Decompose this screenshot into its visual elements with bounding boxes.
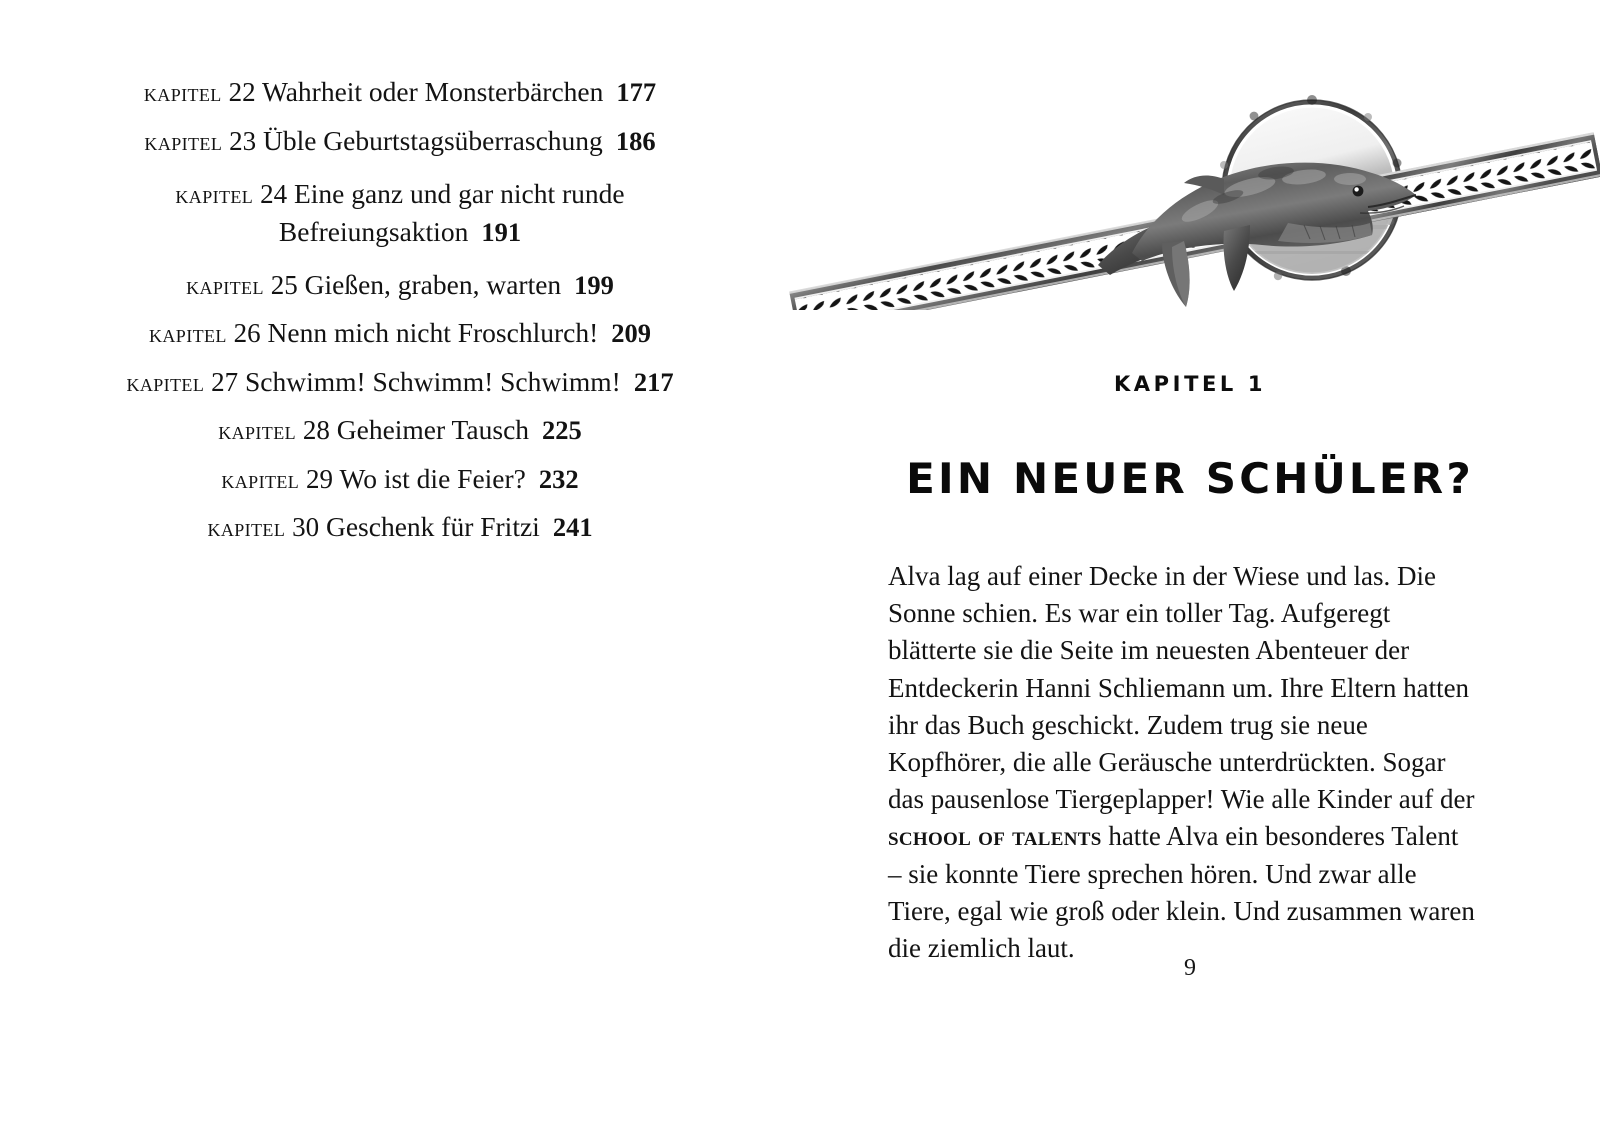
toc-entry-kapitel-label: kapitel xyxy=(207,515,286,543)
toc-entry-page-number: 177 xyxy=(616,77,657,107)
toc-entry-chapter-number: 28 xyxy=(302,415,330,446)
table-of-contents xyxy=(95,78,705,562)
body-paragraph xyxy=(888,558,1478,967)
toc-entry[interactable] xyxy=(95,175,705,250)
toc-entry-title: Nenn mich nicht Froschlurch! xyxy=(267,317,599,349)
toc-entry[interactable] xyxy=(95,365,705,397)
toc-entry-page-number: 232 xyxy=(538,463,579,494)
toc-entry-chapter-number: 30 xyxy=(292,512,320,543)
body-text-part2: hatte Alva ein besonderes Talent – sie konnte Tiere sprechen hören. Und zwar alle Tiere, egal wie groß oder klein. Und zusammen waren die ziemlich laut. xyxy=(888,821,1475,964)
toc-entry-chapter-number: 22 xyxy=(228,77,256,107)
chapter-title: EIN NEUER SCHÜLER? xyxy=(906,454,1474,504)
toc-entry-chapter-number: 24 xyxy=(260,179,288,209)
whale-illustration xyxy=(1098,163,1416,307)
toc-entry-page-number: 225 xyxy=(542,415,582,446)
toc-entry-kapitel-label: kapitel xyxy=(143,80,222,107)
toc-entry-chapter-number: 23 xyxy=(229,125,257,156)
toc-entry[interactable] xyxy=(95,462,705,494)
toc-entry-title: Üble Geburtstagsüberraschung xyxy=(262,124,603,156)
toc-entry-page-number: 209 xyxy=(611,318,651,349)
page-number: 9 xyxy=(1184,955,1196,981)
toc-entry-kapitel-label: kapitel xyxy=(149,321,227,349)
toc-entry-page-number: 186 xyxy=(615,125,656,156)
toc-entry-kapitel-label: kapitel xyxy=(126,369,205,397)
toc-entry-page-number: 241 xyxy=(552,512,593,543)
toc-entry-chapter-number: 25 xyxy=(270,269,298,300)
toc-entry-kapitel-label: kapitel xyxy=(144,128,223,156)
whale-medallion-ornament-icon xyxy=(780,95,1600,310)
toc-entry-title: Gießen, graben, warten xyxy=(304,268,562,300)
toc-entry[interactable] xyxy=(95,513,705,541)
toc-entry-kapitel-label: kapitel xyxy=(186,272,264,300)
toc-entry-title: Schwimm! Schwimm! Schwimm! xyxy=(244,365,621,397)
toc-entry[interactable] xyxy=(95,416,705,444)
toc-entry-chapter-number: 29 xyxy=(306,463,334,494)
toc-entry-title: Geheimer Tausch xyxy=(336,414,530,446)
toc-entry-page-number: 191 xyxy=(481,217,522,247)
chapter-body-text xyxy=(888,558,1478,967)
toc-entry[interactable] xyxy=(95,78,705,106)
toc-entry[interactable] xyxy=(95,124,705,156)
toc-entry-page-number: 217 xyxy=(633,366,674,397)
toc-entry-kapitel-label: kapitel xyxy=(221,466,300,494)
toc-entry-title: Geschenk für Fritzi xyxy=(325,511,540,543)
toc-entry-title: Eine ganz und gar nicht runde Befreiungsaktion xyxy=(278,178,625,247)
chapter-eyebrow: KAPITEL 1 xyxy=(1113,372,1267,396)
body-text-part1: Alva lag auf einer Decke in der Wiese und las. Die Sonne schien. Es war ein toller Tag. Aufgeregt blätterte sie die Seite im neuesten Abenteuer der Entdeckerin Hanni Schliemann um. Ihre Eltern hatten ihr das Buch geschickt. Zudem trug sie neue Kopfhörer, die alle Geräusche unterdrückten. Sogar das pausenlose Tiergeplapper! Wie alle Kinder auf der xyxy=(888,561,1475,815)
toc-entry-chapter-number: 27 xyxy=(211,366,239,397)
chapter-opening-page xyxy=(780,0,1600,1130)
toc-entry[interactable] xyxy=(95,319,705,347)
toc-entry-page-number: 199 xyxy=(574,269,614,300)
toc-entry-chapter-number: 26 xyxy=(233,318,261,349)
toc-entry-title: Wahrheit oder Monsterbärchen xyxy=(261,76,604,107)
school-of-talents-name: school of talents xyxy=(888,821,1102,852)
toc-entry-title: Wo ist die Feier? xyxy=(339,462,526,494)
toc-entry[interactable] xyxy=(95,268,705,300)
toc-entry-kapitel-label: kapitel xyxy=(175,182,254,209)
toc-entry-kapitel-label: kapitel xyxy=(218,418,296,446)
